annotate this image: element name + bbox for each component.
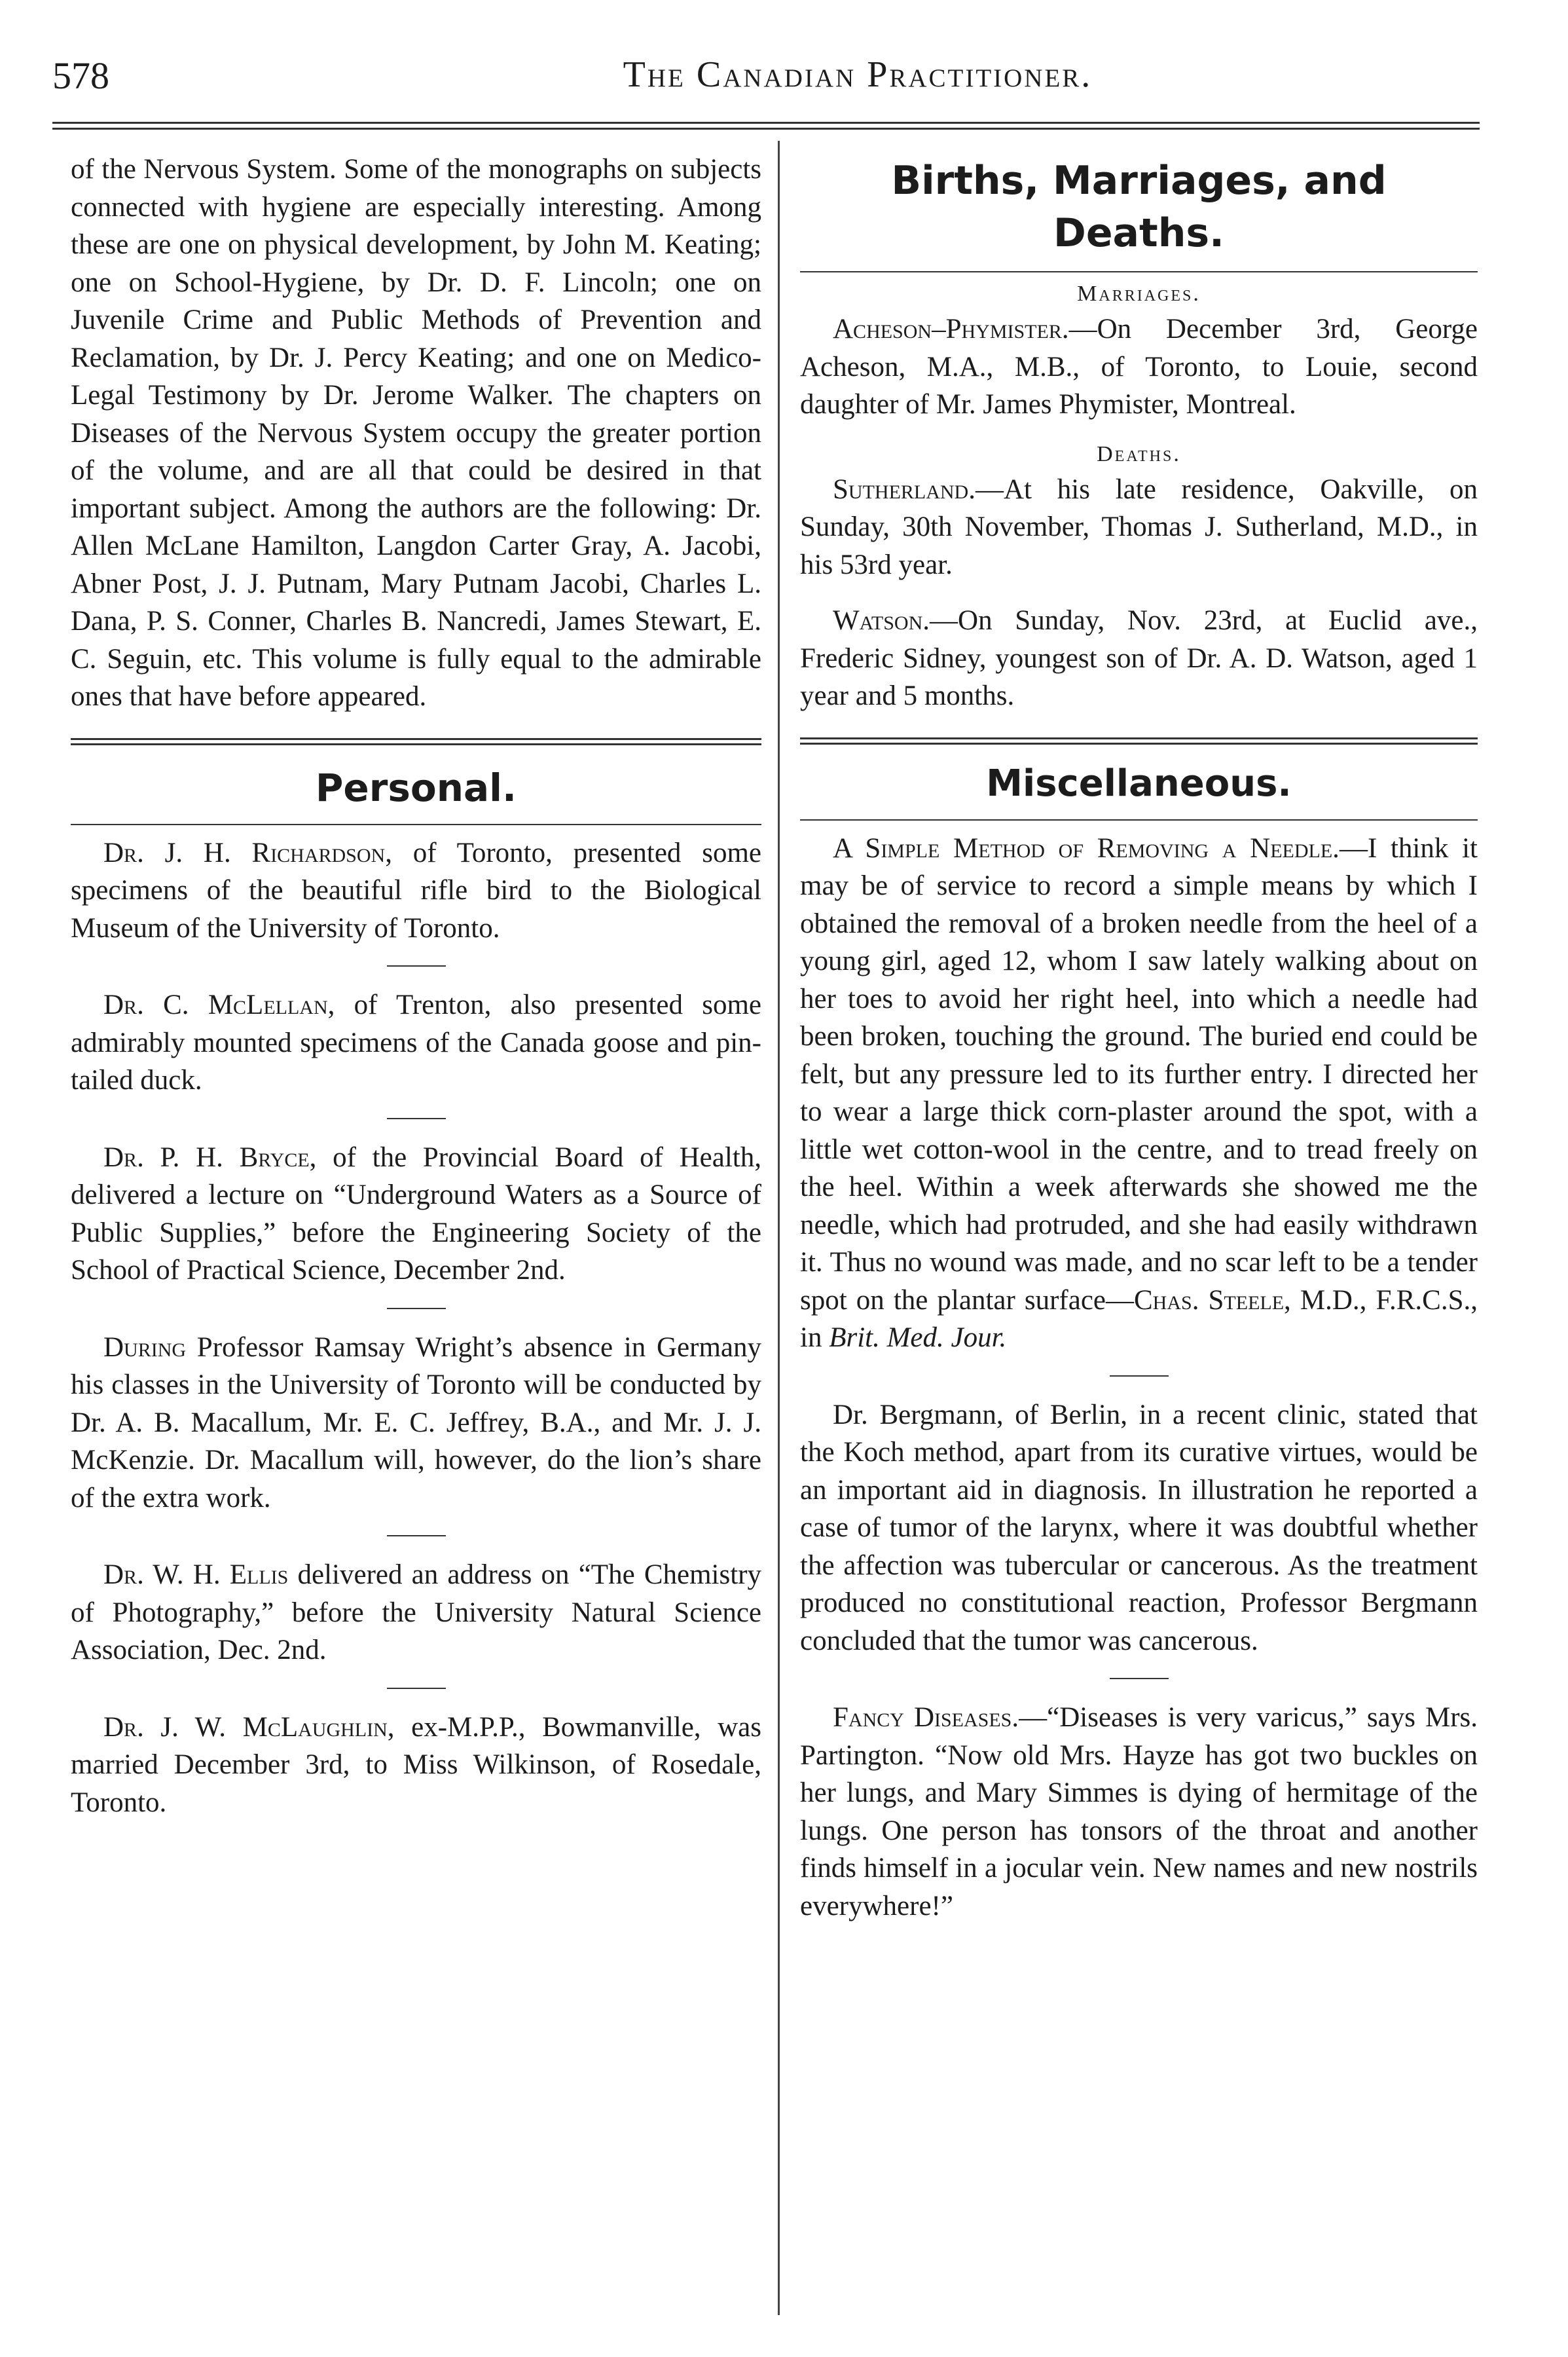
births-section-title: Births, Marriages, and Deaths. xyxy=(891,158,1387,256)
needle-article: A Simple Method of Removing a Needle.—I think it may be of service to record a simple means by which I obtained the removal of a broken needle from the heel of a young girl, aged 12, whom I saw lately walking about on her toes to avoid her right heel, into which a needle had been broken, touching the ground. The buried end could be felt, but any pressure led to its further entry. I directed her to wear a large thick corn-plaster around the spot, with a little wet cotton-wool in the centre, and to tread freely on the heel. Within a week afterwards she showed me the needle, which had protruded, and she had easily withdrawn it. Thus no wound was made, and no scar left to be a tender spot on the plantar surface—Chas. Steele, M.D., F.R.C.S., in Brit. Med. Jour. xyxy=(800,832,1478,1353)
personal-item: During Professor Ramsay Wright’s absence in Germany his classes in the University of Toronto will be conducted by Dr. A. B. Macallum, Mr. E. C. Jeffrey, B.A., and Mr. J. J. McKenzie. Dr. Macallum will, however, do the lion’s share of the extra work. xyxy=(71,1331,761,1513)
item-separator xyxy=(387,1118,446,1119)
section-title-rule xyxy=(800,819,1478,821)
header-rule xyxy=(52,122,1480,130)
item-separator xyxy=(387,1308,446,1309)
page-number: 578 xyxy=(52,54,109,97)
item-separator xyxy=(387,1688,446,1689)
section-title-rule xyxy=(800,271,1478,272)
death-notice: Sutherland.—At his late residence, Oakville, on Sunday, 30th November, Thomas J. Sutherland, M.D., in his 53rd year. xyxy=(800,473,1478,580)
marriage-notice: Acheson–Phymister.—On December 3rd, George Acheson, M.A., M.B., of Toronto, to Louie, second daughter of Mr. James Phymister, Montreal. xyxy=(800,314,1478,420)
personal-item: Dr. C. McLellan, of Trenton, also presented some admirably mounted specimens of the Canada goose and pin-tailed duck. xyxy=(71,990,762,1096)
section-rule xyxy=(71,738,761,745)
section-rule xyxy=(800,737,1478,745)
bergmann-article: Dr. Bergmann, of Berlin, in a recent clinic, stated that the Koch method, apart from its curative virtues, would be an important aid in diagnosis. In illustration he reported a case of tumor of the larynx, where it was doubtful whether the affection was tubercular or cancerous. As the treatment produced no constitutional reaction, Professor Bergmann concluded that the tumor was cancerous. xyxy=(800,1399,1478,1656)
running-title: The Canadian Practitioner. xyxy=(623,54,1093,95)
item-separator xyxy=(387,965,446,967)
personal-item: Dr. W. H. Ellis delivered an address on “The Chemistry of Photography,” before the University Natural Science Association, Dec. 2nd. xyxy=(71,1559,761,1665)
personal-section-title: Personal. xyxy=(315,765,517,810)
review-continuation-paragraph: of the Nervous System. Some of the monographs on subjects connected with hygiene are especially interesting. Among these are one on physical development, by John M. Keating; one on School-Hygiene, by Dr. D. F. Lincoln; one on Juvenile Crime and Public Methods of Prevention and Reclamation, by Dr. J. Percy Keating; and one on Medico-Legal Testimony by Dr. Jerome Walker. The chapters on Diseases of the Nervous System occupy the greater portion of the volume, and are all that could be desired in that important subject. Among the authors are the following: Dr. Allen McLane Hamilton, Langdon Carter Gray, A. Jacobi, Abner Post, J. J. Putnam, Mary Putnam Jacobi, Charles L. Dana, P. S. Conner, Charles B. Nancredi, James Stewart, E. C. Seguin, etc. This volume is fully equal to the admirable ones that have before appeared. xyxy=(71,154,761,712)
item-separator xyxy=(1110,1375,1169,1377)
section-title-rule xyxy=(71,824,761,825)
column-divider xyxy=(778,141,780,2315)
death-notice: Watson.—On Sunday, Nov. 23rd, at Euclid ave., Frederic Sidney, youngest son of Dr. A. D. Watson, aged 1 year and 5 months. xyxy=(800,605,1478,711)
deaths-heading: Deaths. xyxy=(1097,441,1181,466)
right-column xyxy=(800,151,1478,1943)
left-column xyxy=(71,151,761,1840)
miscellaneous-section-title: Miscellaneous. xyxy=(986,762,1292,805)
fancy-diseases-article: Fancy Diseases.—“Diseases is very varicus,” says Mrs. Partington. “Now old Mrs. Hayze has got two buckles on her lungs, and Mary Simmes is dying of hermitage of the lungs. One person has tonsors of the throat and another finds himself in a jocular vein. New names and new nostrils everywhere!” xyxy=(800,1702,1478,1921)
item-separator xyxy=(1110,1678,1169,1679)
personal-item: Dr. J. W. McLaughlin, ex-M.P.P., Bowmanville, was married December 3rd, to Miss Wilkinson, of Rosedale, Toronto. xyxy=(71,1711,761,1818)
marriages-heading: Marriages. xyxy=(1077,282,1201,306)
item-separator xyxy=(387,1535,446,1536)
page-header xyxy=(52,47,1467,119)
personal-item: Dr. J. H. Richardson, of Toronto, presented some specimens of the beautiful rifle bird to the Biological Museum of the University of Toronto. xyxy=(71,837,761,944)
personal-item: Dr. P. H. Bryce, of the Provincial Board of Health, delivered a lecture on “Underground Waters as a Source of Public Supplies,” before the Engineering Society of the School of Practical Science, December 2nd. xyxy=(71,1141,761,1286)
